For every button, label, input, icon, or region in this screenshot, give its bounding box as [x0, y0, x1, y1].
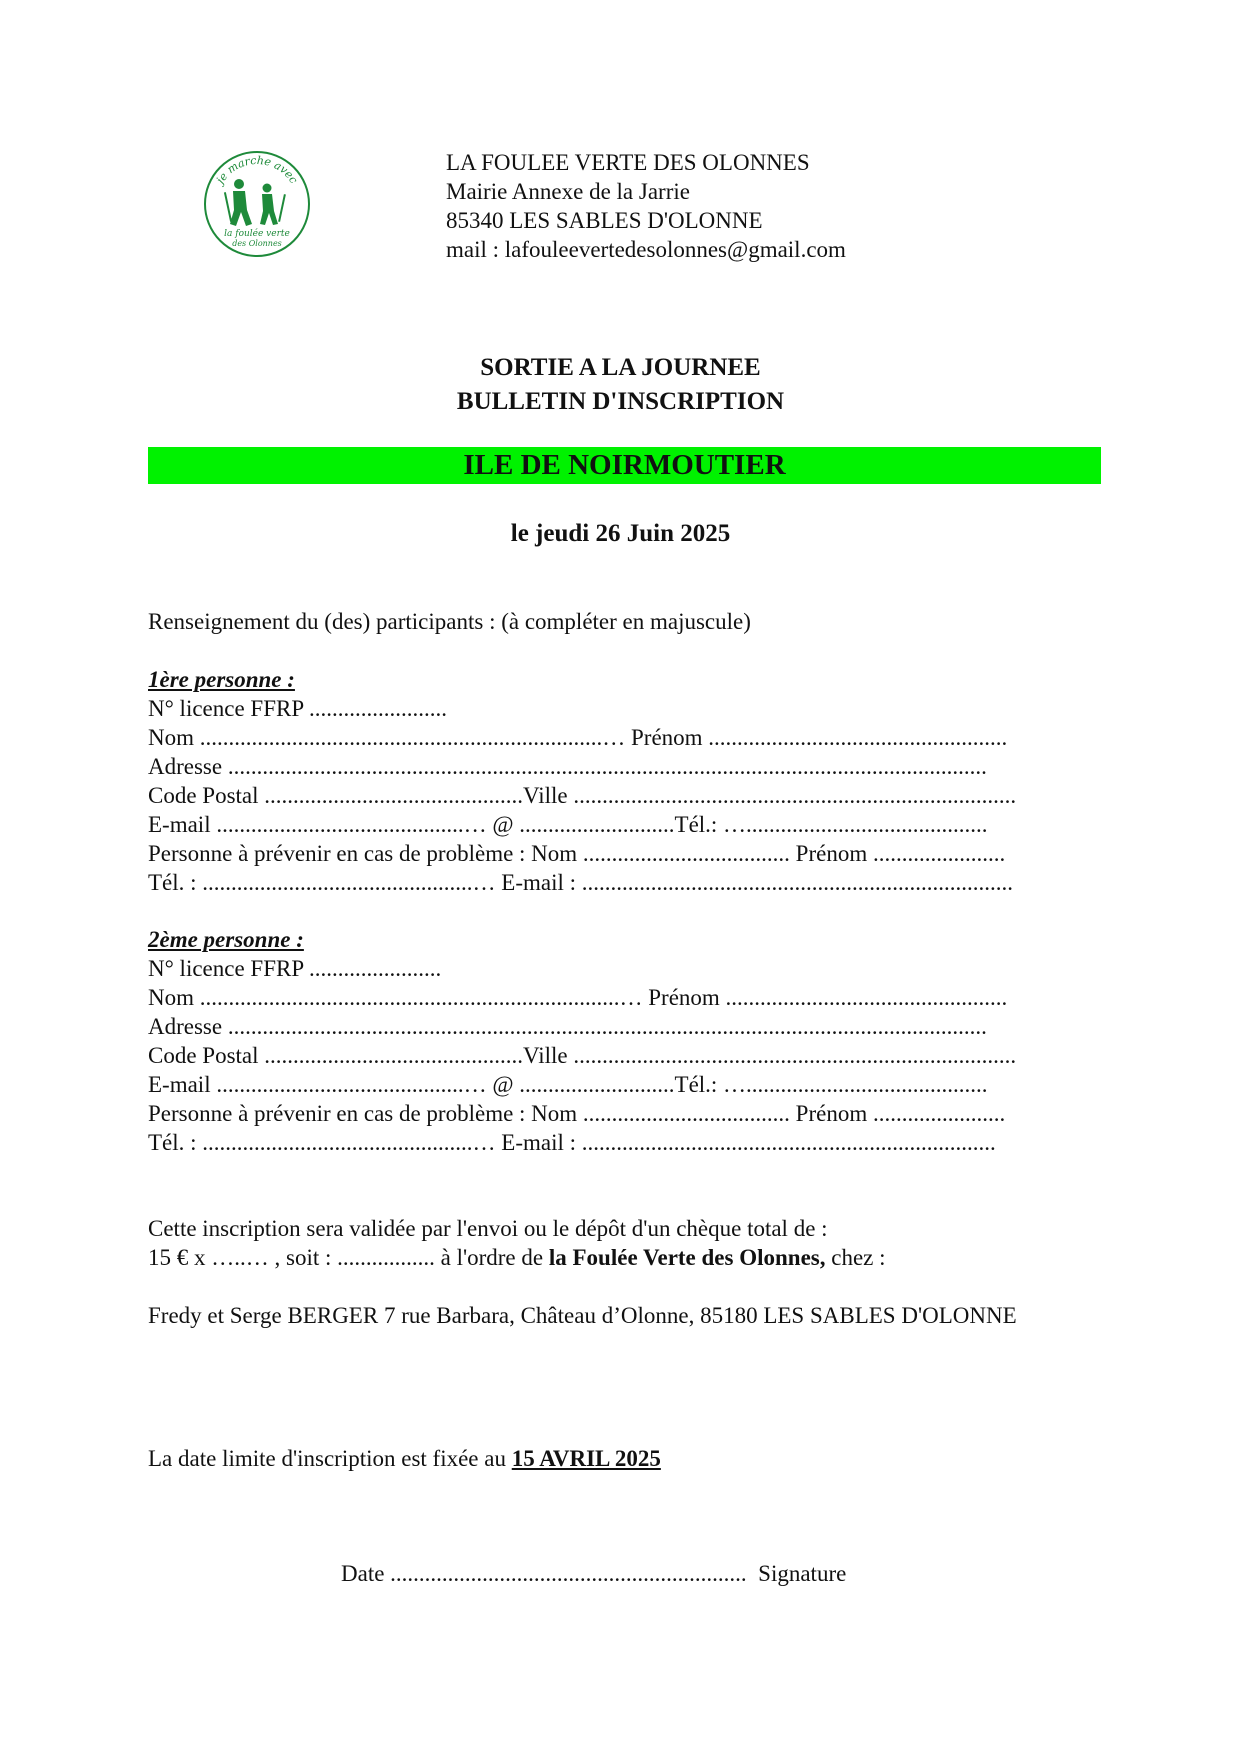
person2-section	[148, 925, 1016, 1157]
person1-section	[148, 665, 1016, 897]
org-address-line1: Mairie Annexe de la Jarrie	[446, 179, 690, 204]
person1-title: 1ère personne :	[148, 667, 295, 692]
person1-address-field: Adresse ....................................................................................................................................	[148, 754, 987, 779]
payment-amount-text: 15 € x …..… , soit : ................. à l'ordre de	[148, 1245, 549, 1270]
destination-banner: ILE DE NOIRMOUTIER	[148, 447, 1101, 484]
org-name: LA FOULEE VERTE DES OLONNES	[446, 150, 810, 175]
payment-payee: la Foulée Verte des Olonnes,	[548, 1245, 826, 1270]
title-line2: BULLETIN D'INSCRIPTION	[456, 388, 785, 415]
deadline-date: 15 AVRIL 2025	[511, 1446, 661, 1471]
hikers-logo-icon	[203, 150, 311, 258]
logo-bottom-text-1: la foulée verte	[224, 229, 290, 239]
person1-name-field: Nom ......................................................................… Prénom ....................................................	[148, 725, 1008, 750]
logo-bottom-text-2: des Olonnes	[232, 239, 282, 248]
org-address-line2: 85340 LES SABLES D'OLONNE	[446, 208, 763, 233]
org-mail: mail : lafouleevertedesolonnes@gmail.com	[446, 237, 846, 262]
person2-address-field: Adresse ....................................................................................................................................	[148, 1014, 987, 1039]
payment-line2	[148, 1243, 886, 1272]
person2-emergency-field: Personne à prévenir en cas de problème : Nom .................................... Prénom .......................	[148, 1101, 1006, 1126]
person2-title: 2ème personne :	[148, 927, 304, 952]
signature-label: Signature	[758, 1561, 847, 1586]
person1-postal-field: Code Postal .............................................Ville .............................................................................	[148, 783, 1017, 808]
person2-licence-field: N° licence FFRP .......................	[148, 956, 442, 981]
payment-suffix: chez :	[825, 1245, 886, 1270]
person2-email-field: E-mail ...........................................… @ ...........................Tél.: …..........................................	[148, 1072, 988, 1097]
payment-address: Fredy et Serge BERGER 7 rue Barbara, Château d’Olonne, 85180 LES SABLES D'OLONNE	[148, 1303, 1017, 1328]
event-date: le jeudi 26 Juin 2025	[510, 520, 731, 547]
deadline-line	[148, 1444, 661, 1473]
deadline-prefix: La date limite d'inscription est fixée au	[148, 1446, 512, 1471]
intro-text: Renseignement du (des) participants : (à compléter en majuscule)	[148, 609, 751, 634]
svg-text:je marche avec	[212, 154, 300, 189]
date-field: Date ..............................................................	[341, 1561, 747, 1586]
person1-emergency-field: Personne à prévenir en cas de problème : Nom .................................... Prénom .......................	[148, 841, 1006, 866]
person2-emergency-contact-field: Tél. : ...............................................… E-mail : ........................................................................	[148, 1130, 996, 1155]
logo-top-text: je marche avec	[213, 153, 301, 186]
title-line1: SORTIE A LA JOURNEE	[480, 354, 761, 381]
person2-name-field: Nom .........................................................................… Prénom .................................................	[148, 985, 1008, 1010]
person1-email-field: E-mail ...........................................… @ ...........................Tél.: …..........................................	[148, 812, 988, 837]
person1-licence-field: N° licence FFRP ........................	[148, 696, 448, 721]
org-address-block	[446, 148, 846, 264]
person2-postal-field: Code Postal .............................................Ville .............................................................................	[148, 1043, 1017, 1068]
payment-line1: Cette inscription sera validée par l'envoi ou le dépôt d'un chèque total de :	[148, 1216, 828, 1241]
signature-line	[341, 1559, 846, 1588]
person1-emergency-contact-field: Tél. : ...............................................… E-mail : ...........................................................................	[148, 870, 1014, 895]
